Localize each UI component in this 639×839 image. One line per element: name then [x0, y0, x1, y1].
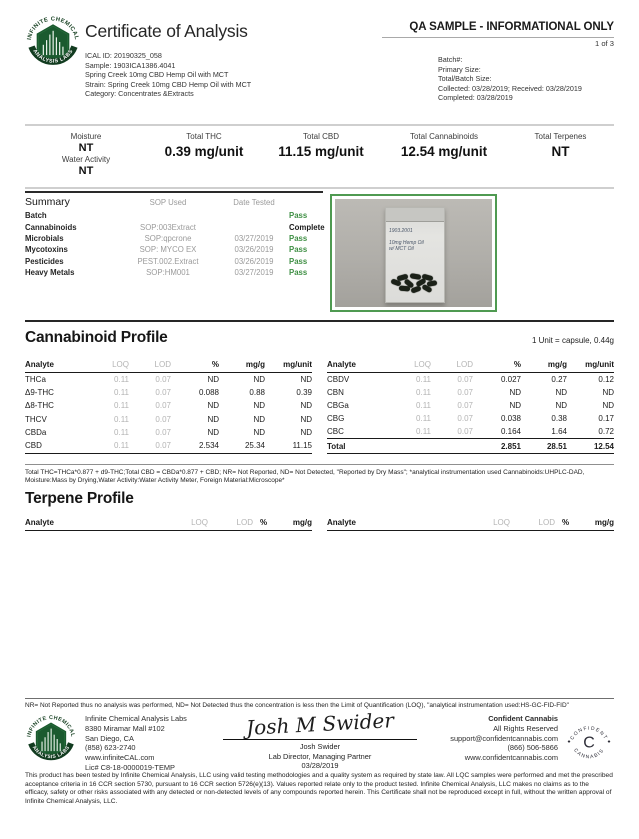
cc-company-name: Confident Cannabis — [488, 714, 558, 723]
batch-info-line: Primary Size: — [438, 64, 481, 74]
analyte-row: CBC 0.11 0.07 0.164 1.64 0.72 — [327, 427, 614, 437]
cannabinoid-table-right: Analyte LOQ LOD % mg/g mg/unit CBDV 0.11 0.07 0.027 0.27 0.12 CBN 0.11 0.07 ND ND ND CBGa 0.11 0.07 ND ND ND CBG 0.11 0.07 0.038 0.38 0.17 CBC 0.11 0.07 0.164 1.64 0.72 Total 2.851 28.51 12.54 — [327, 359, 614, 454]
signature-script: Josh M Swider — [245, 708, 395, 740]
sample-info-line: ICAL ID: 20190325_058 — [85, 51, 162, 60]
cannabinoid-table-left: Analyte LOQ LOD % mg/g mg/unit THCa 0.11 0.07 ND ND ND Δ9-THC 0.11 0.07 0.088 0.88 0.39 Δ8-THC 0.11 0.07 ND ND ND THCV 0.11 0.07 ND ND ND CBDa 0.11 0.07 ND ND ND CBD 0.11 0.07 2.534 25.34 11.15 — [25, 359, 312, 454]
page-title: Certificate of Analysis — [85, 21, 248, 41]
sample-info-line: Sample: 1903ICA1386.4041 — [85, 60, 176, 70]
sample-info-line: Category: Concentrates &Extracts — [85, 89, 194, 99]
legal-disclaimer: This product has been tested by Infinite Chemical Analysis, LLC using valid testing methodologies and a quality system as required by state law. All LQC samples were performed and met the prescribed acceptance criteria in 16 CCR section 5730, pursuant to 16 CCR section 5726(e)(13). Values reported relate only to the product tested. Infinite Chemical Analysis, LLC makes no claims as to the efficacy, safety or other risks associated with any detected or non-detected levels of any compounds reported herein. This Certificate shall not be reproduced except in full, without the written approval of Infinite Chemical Analysis, LLC. — [25, 772, 613, 806]
analyte-row: CBN 0.11 0.07 ND ND ND — [327, 387, 614, 397]
summary-row: Microbials SOP:qpcrone 03/27/2019 Pass — [25, 233, 323, 244]
analyte-row: Δ8-THC 0.11 0.07 ND ND ND — [25, 401, 312, 411]
total-cannabinoids-label: Total Cannabinoids — [409, 132, 479, 141]
total-cbd-value: 11.15 mg/unit — [278, 144, 364, 159]
total-cbd-stat — [261, 131, 381, 159]
analyte-row: CBDa 0.11 0.07 ND ND ND — [25, 428, 312, 438]
total-terpenes-stat — [507, 131, 614, 159]
lab-license-number: Lic# C8-18-0000019-TEMP — [85, 762, 175, 772]
summary-row: Mycotoxins SOP: MYCO EX 03/26/2019 Pass — [25, 244, 323, 255]
header — [25, 13, 614, 118]
cc-support-email: support@confidentcannabis.com — [450, 733, 558, 743]
sample-info-line: Strain: Spring Creek 10mg CBD Hemp Oil with MCT — [85, 79, 252, 89]
bag-label-line: 1903.2001 — [389, 228, 413, 234]
summary-row: Pesticides PEST.002.Extract 03/26/2019 Pass — [25, 256, 323, 267]
terpene-profile-section — [25, 490, 614, 531]
batch-info-line: Total/Batch Size: — [438, 74, 492, 84]
capsules-cluster — [389, 270, 439, 296]
status-badge: Pass — [289, 211, 308, 221]
signature-block — [221, 708, 419, 771]
analyte-row: THCV 0.11 0.07 ND ND ND — [25, 414, 312, 424]
unit-note: 1 Unit = capsule, 0.44g — [531, 336, 614, 345]
status-badge: Pass — [289, 233, 308, 243]
status-badge: Pass — [289, 256, 308, 266]
lab-contact-block — [85, 714, 187, 773]
signer-name: Josh Swider — [299, 742, 341, 751]
batch-info-line: Collected: 03/28/2019; Received: 03/28/2019 — [438, 83, 582, 93]
total-row: Total 2.851 28.51 12.54 — [327, 439, 614, 453]
summary-title: Summary — [25, 196, 70, 208]
moisture-stat — [25, 131, 147, 177]
total-cbd-label: Total CBD — [302, 132, 339, 141]
sample-photo-background — [335, 199, 492, 307]
cc-rights-line: All Rights Reserved — [493, 723, 558, 733]
summary-col-date: Date Tested — [233, 197, 275, 207]
analyte-row: CBD 0.11 0.07 2.534 25.34 11.15 — [25, 439, 312, 453]
infinite-chemical-logo-icon — [25, 14, 81, 70]
sample-info-line: Spring Creek 10mg CBD Hemp Oil with MCT — [85, 70, 229, 80]
nr-footnote: NR= Not Reported thus no analysis was performed, ND= Not Detected thus the concentration is less then the Limit of Quantification (LOQ), "analytical instrumentation used:HS-GC-FID-FID" — [25, 698, 614, 709]
status-badge: Complete — [289, 222, 325, 232]
qa-banner-rule — [382, 37, 614, 38]
summary-col-sop: SOP Used — [149, 197, 187, 207]
lab-contact-line: (858) 623-2740 — [85, 743, 136, 753]
analyte-row: THCa 0.11 0.07 ND ND ND — [25, 374, 312, 384]
total-terpenes-value: NT — [551, 144, 570, 159]
moisture-label: Moisture — [70, 132, 102, 141]
cc-phone: (866) 506-5866 — [507, 743, 558, 753]
status-badge: Pass — [289, 245, 308, 255]
terpene-profile-title: Terpene Profile — [25, 490, 134, 507]
batch-info-line: Batch#: — [438, 55, 463, 64]
analyte-row: CBG 0.11 0.07 0.038 0.38 0.17 — [327, 414, 614, 424]
batch-info-block — [438, 55, 614, 103]
analyte-row: CBDV 0.11 0.07 0.027 0.27 0.12 — [327, 374, 614, 384]
total-thc-label: Total THC — [186, 132, 222, 141]
total-cannabinoids-value: 12.54 mg/unit — [400, 144, 488, 159]
cannabinoid-profile-section — [25, 320, 614, 454]
totals-band — [25, 124, 614, 189]
signed-date: 03/28/2019 — [301, 761, 339, 771]
bag-handwritten-label — [389, 228, 441, 253]
lab-website-link: www.infiniteCAL.com — [85, 753, 155, 763]
bag-label-line: 10mg Hemp Oil — [389, 239, 424, 246]
infinite-chemical-logo-icon — [25, 713, 77, 765]
bag-zip-seal — [386, 208, 444, 222]
sample-photo — [330, 194, 497, 312]
total-thc-stat — [147, 131, 261, 159]
total-cannabinoids-stat — [381, 131, 507, 159]
status-badge: Pass — [289, 268, 308, 278]
water-activity-label: Water Activity — [61, 155, 111, 164]
terpene-table-left: Analyte LOQ LOD % mg/g — [25, 517, 312, 531]
cannabinoid-profile-title: Cannabinoid Profile — [25, 329, 168, 346]
confident-cannabis-block — [450, 714, 558, 763]
confident-cannabis-logo-icon — [564, 717, 614, 767]
summary-section — [25, 191, 323, 278]
cannabinoid-footnote: Total THC=THCa*0.877 + d9-THC;Total CBD = CBDa*0.877 + CBD; NR= Not Reported, ND= Not Detected, "Reported by Dry Mass"; *analytical instrumentation used Cannabinoids:UHPLC-DAD, Moisture:Mass by Drying,Water Activity:Water Activity Meter, Foreign Material:Microscope* — [25, 464, 614, 486]
lab-contact-line: 8380 Miramar Mall #102 — [85, 723, 165, 733]
bag-label-line: w/ MCT Oil — [389, 246, 414, 252]
moisture-value: NT — [78, 142, 94, 154]
page-indicator: 1 of 3 — [595, 39, 614, 48]
summary-table — [25, 195, 323, 278]
total-thc-value: 0.39 mg/unit — [164, 144, 244, 159]
analyte-row: Δ9-THC 0.11 0.07 0.088 0.88 0.39 — [25, 388, 312, 398]
summary-row: Heavy Metals SOP:HM001 03/27/2019 Pass — [25, 267, 323, 278]
water-activity-value: NT — [78, 165, 94, 177]
summary-row: Batch Pass — [25, 210, 323, 221]
footer — [25, 708, 614, 772]
cc-website-link: www.confidentcannabis.com — [464, 753, 558, 763]
lab-contact-line: San Diego, CA — [85, 733, 134, 743]
total-terpenes-label: Total Terpenes — [534, 132, 587, 141]
qa-sample-banner: QA SAMPLE - INFORMATIONAL ONLY — [409, 21, 614, 33]
lab-contact-line: Infinite Chemical Analysis Labs — [85, 714, 187, 723]
sample-bag — [385, 207, 445, 303]
signer-title: Lab Director, Managing Partner — [268, 751, 372, 761]
summary-row: Cannabinoids SOP:003Extract Complete — [25, 222, 325, 232]
terpene-table-right: Analyte LOQ LOD % mg/g — [327, 517, 614, 531]
batch-info-line: Completed: 03/28/2019 — [438, 93, 513, 103]
analyte-row: CBGa 0.11 0.07 ND ND ND — [327, 400, 614, 410]
